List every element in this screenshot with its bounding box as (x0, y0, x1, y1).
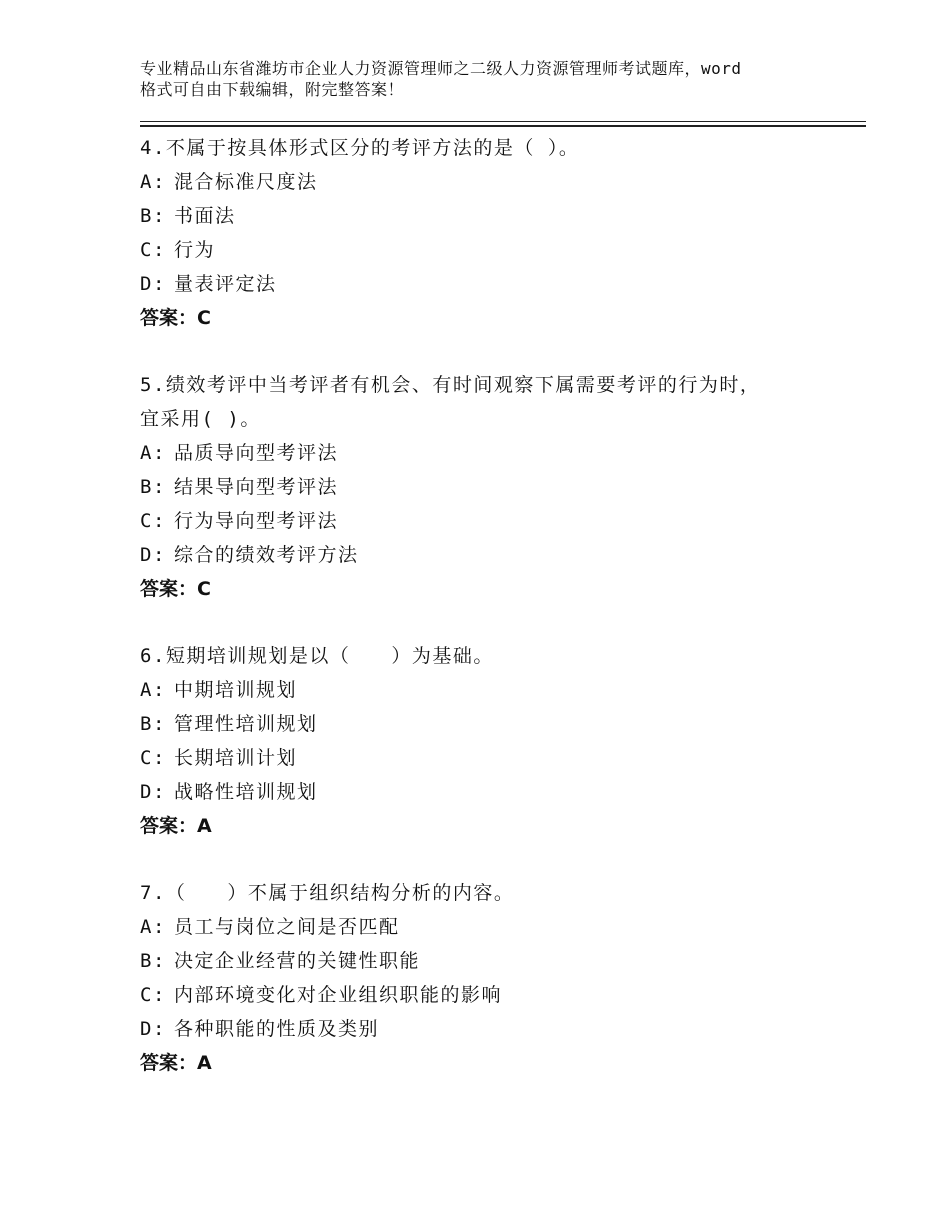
option-letter: B: (140, 476, 166, 498)
question-stem: 7.（ ）不属于组织结构分析的内容。 (140, 882, 515, 904)
answer-label: 答案：A (140, 1052, 212, 1074)
option-c (140, 233, 860, 267)
question-stem: 6.短期培训规划是以（ ）为基础。 (140, 645, 494, 667)
option-text: 行为 (174, 239, 216, 261)
option-letter: D: (140, 273, 166, 295)
answer-label: 答案：C (140, 578, 211, 600)
option-text: 员工与岗位之间是否匹配 (174, 916, 400, 938)
option-a (140, 436, 860, 470)
option-letter: B: (140, 713, 166, 735)
question-5 (140, 368, 860, 606)
option-a (140, 165, 860, 199)
document-header (140, 58, 840, 100)
option-a (140, 673, 860, 707)
option-d (140, 1012, 860, 1046)
option-letter: A: (140, 916, 166, 938)
option-c (140, 978, 860, 1012)
option-text: 行为导向型考评法 (174, 510, 339, 532)
option-letter: D: (140, 781, 166, 803)
option-text: 书面法 (174, 205, 236, 227)
option-text: 长期培训计划 (174, 747, 298, 769)
option-d (140, 538, 860, 572)
header-divider-thin (140, 121, 866, 122)
header-line-2: 格式可自由下载编辑，附完整答案！ (140, 80, 405, 99)
option-b (140, 944, 860, 978)
option-d (140, 775, 860, 809)
question-stem-continued: 宜采用( )。 (140, 408, 261, 430)
option-letter: C: (140, 984, 166, 1006)
question-4 (140, 131, 860, 335)
question-7 (140, 876, 860, 1080)
option-d (140, 267, 860, 301)
option-text: 混合标准尺度法 (174, 171, 318, 193)
option-letter: A: (140, 442, 166, 464)
option-text: 量表评定法 (174, 273, 277, 295)
option-c (140, 504, 860, 538)
option-letter: A: (140, 679, 166, 701)
answer-label: 答案：C (140, 307, 211, 329)
option-letter: C: (140, 510, 166, 532)
question-6 (140, 639, 860, 843)
option-text: 内部环境变化对企业组织职能的影响 (174, 984, 503, 1006)
option-b (140, 707, 860, 741)
option-letter: C: (140, 239, 166, 261)
option-a (140, 910, 860, 944)
option-text: 决定企业经营的关键性职能 (174, 950, 421, 972)
option-text: 品质导向型考评法 (174, 442, 339, 464)
option-text: 中期培训规划 (174, 679, 298, 701)
option-text: 综合的绩效考评方法 (174, 544, 359, 566)
option-text: 战略性培训规划 (174, 781, 318, 803)
option-letter: D: (140, 1018, 166, 1040)
question-list (140, 131, 860, 1113)
option-c (140, 741, 860, 775)
option-letter: D: (140, 544, 166, 566)
option-letter: B: (140, 205, 166, 227)
header-line-1: 专业精品山东省潍坊市企业人力资源管理师之二级人力资源管理师考试题库，word (140, 59, 742, 78)
option-letter: A: (140, 171, 166, 193)
question-stem: 4.不属于按具体形式区分的考评方法的是（ ）。 (140, 137, 580, 159)
header-divider-thick (140, 125, 866, 127)
option-text: 结果导向型考评法 (174, 476, 339, 498)
option-letter: C: (140, 747, 166, 769)
option-text: 管理性培训规划 (174, 713, 318, 735)
option-b (140, 199, 860, 233)
option-b (140, 470, 860, 504)
question-stem: 5.绩效考评中当考评者有机会、有时间观察下属需要考评的行为时， (140, 374, 761, 396)
answer-label: 答案：A (140, 815, 212, 837)
option-text: 各种职能的性质及类别 (174, 1018, 380, 1040)
option-letter: B: (140, 950, 166, 972)
